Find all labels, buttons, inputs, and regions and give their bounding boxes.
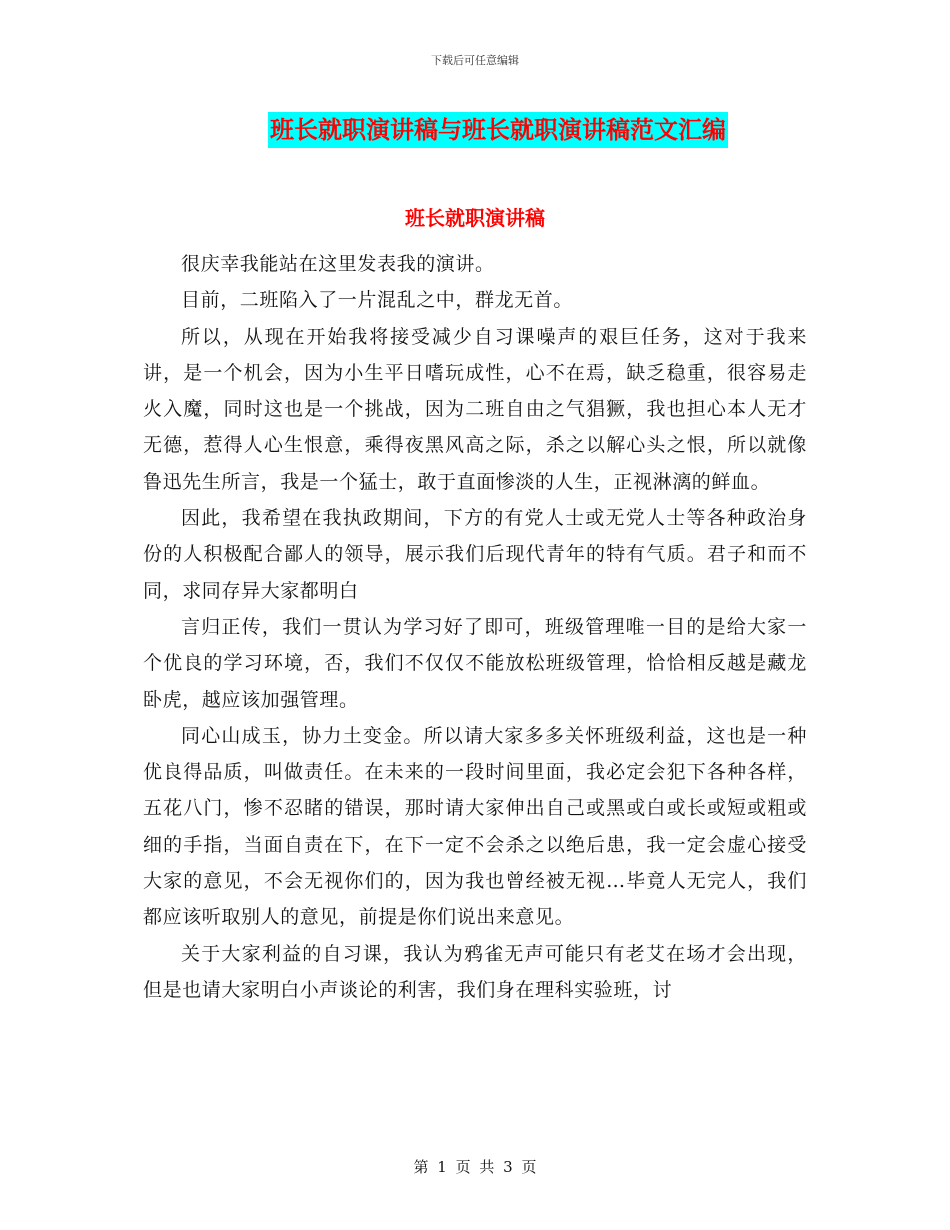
paragraph: 因此，我希望在我执政期间，下方的有党人士或无党人士等各种政治身份的人积极配合鄙人的领导，展示我们后现代青年的特有气质。君子和而不同，求同存异大家都明白 bbox=[143, 507, 807, 602]
page-number-footer: 第 1 页 共 3 页 bbox=[413, 1158, 537, 1176]
paragraph: 目前，二班陷入了一片混乱之中，群龙无首。 bbox=[181, 289, 574, 312]
paragraph: 关于大家利益的自习课，我认为鸦雀无声可能只有老艾在场才会出现，但是也请大家明白小声谈论的利害，我们身在理科实验班，讨 bbox=[143, 942, 807, 1001]
paragraph: 言归正传，我们一贯认为学习好了即可，班级管理唯一目的是给大家一个优良的学习环境，否，我们不仅仅不能放松班级管理，恰恰相反越是藏龙卧虎，越应该加强管理。 bbox=[143, 615, 807, 711]
paragraph: 所以，从现在开始我将接受减少自习课噪声的艰巨任务，这对于我来讲，是一个机会，因为小生平日嗜玩成性，心不在焉，缺乏稳重，很容易走火入魔，同时这也是一个挑战，因为二班自由之气猖獗，我也担心本人无才无德，惹得人心生恨意，乘得夜黑风高之际，杀之以解心头之恨，所以就像鲁迅先生所言，我是一个猛士，敢于直面惨淡的人生，正视淋漓的鲜血。 bbox=[143, 325, 807, 493]
section-title: 班长就职演讲稿 bbox=[405, 206, 545, 230]
page-header-note: 下载后可任意编辑 bbox=[431, 54, 519, 67]
document-title-container bbox=[0, 112, 950, 148]
document-title: 班长就职演讲稿与班长就职演讲稿范文汇编 bbox=[268, 112, 728, 148]
paragraph: 同心山成玉，协力土变金。所以请大家多多关怀班级利益，这也是一种优良得品质，叫做责任。在未来的一段时间里面，我必定会犯下各种各样，五花八门，惨不忍睹的错误，那时请大家伸出自己或黑或白或长或短或粗或细的手指，当面自责在下，在下一定不会杀之以绝后患，我一定会虚心接受大家的意见，不会无视你们的，因为我也曾经被无视…毕竟人无完人，我们都应该听取别人的意见，前提是你们说出来意见。 bbox=[143, 724, 807, 929]
paragraph: 很庆幸我能站在这里发表我的演讲。 bbox=[181, 253, 495, 275]
document-body bbox=[143, 246, 807, 1008]
